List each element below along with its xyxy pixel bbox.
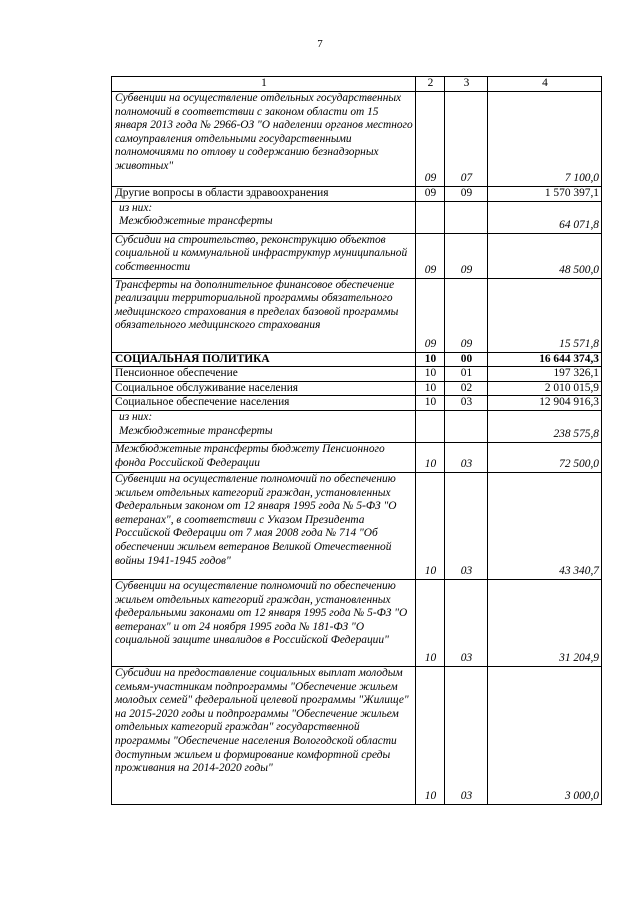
row-section: 10 bbox=[416, 352, 445, 367]
table-row bbox=[112, 472, 602, 579]
row-section: 09 bbox=[416, 92, 445, 187]
table-row bbox=[112, 367, 602, 382]
row-amount: 1 570 397,1 bbox=[488, 187, 602, 202]
header-col-4: 4 bbox=[488, 77, 602, 92]
row-amount: 72 500,0 bbox=[488, 442, 602, 472]
table-row bbox=[112, 666, 602, 804]
row-subsection: 03 bbox=[445, 396, 488, 411]
row-subsection: 09 bbox=[445, 187, 488, 202]
row-name: Субвенции на осуществление отдельных государственных полномочий в соответствии с законом области от 15 января 2013 года № 2966-ОЗ "О наделении органов местного самоуправления отдельными государственными полномочиями по отлову и содержанию безнадзорных животных" bbox=[112, 92, 416, 187]
row-section: 10 bbox=[416, 666, 445, 804]
table-row bbox=[112, 187, 602, 202]
table-row bbox=[112, 396, 602, 411]
table-row bbox=[112, 201, 602, 233]
row-amount: 64 071,8 bbox=[488, 201, 602, 233]
row-subname: Межбюджетные трансферты bbox=[119, 424, 273, 437]
row-section: 09 bbox=[416, 187, 445, 202]
row-amount: 2 010 015,9 bbox=[488, 381, 602, 396]
row-amount: 43 340,7 bbox=[488, 472, 602, 579]
row-name bbox=[112, 410, 416, 442]
header-col-2: 2 bbox=[416, 77, 445, 92]
row-section: 09 bbox=[416, 278, 445, 352]
row-name: СОЦИАЛЬНАЯ ПОЛИТИКА bbox=[112, 352, 416, 367]
row-section: 10 bbox=[416, 396, 445, 411]
row-subsection: 07 bbox=[445, 92, 488, 187]
row-amount: 48 500,0 bbox=[488, 233, 602, 278]
row-name: Субвенции на осуществление полномочий по обеспечению жильем отдельных категорий граждан, установленных федеральными законами от 12 января 1995 года № 5-ФЗ "О ветеранах" и от 24 ноября 1995 года № 181-ФЗ "О социальной защите инвалидов в Российской Федерации" bbox=[112, 579, 416, 666]
row-name: Трансферты на дополнительное финансовое обеспечение реализации территориальной программы обязательного медицинского страхования в пределах базовой программы обязательного медицинского страхования bbox=[112, 278, 416, 352]
row-amount: 12 904 916,3 bbox=[488, 396, 602, 411]
row-sublabel: из них: bbox=[119, 201, 153, 214]
header-col-1: 1 bbox=[112, 77, 416, 92]
table-row bbox=[112, 579, 602, 666]
row-subsection bbox=[445, 201, 488, 233]
row-section bbox=[416, 201, 445, 233]
row-section bbox=[416, 410, 445, 442]
row-subsection: 03 bbox=[445, 666, 488, 804]
row-name: Другие вопросы в области здравоохранения bbox=[112, 187, 416, 202]
header-col-3: 3 bbox=[445, 77, 488, 92]
table-row bbox=[112, 352, 602, 367]
row-subsection: 00 bbox=[445, 352, 488, 367]
row-name: Социальное обеспечение населения bbox=[112, 396, 416, 411]
row-amount: 3 000,0 bbox=[488, 666, 602, 804]
row-section: 09 bbox=[416, 233, 445, 278]
row-subsection bbox=[445, 410, 488, 442]
row-name: Межбюджетные трансферты бюджету Пенсионного фонда Российской Федерации bbox=[112, 442, 416, 472]
row-subsection: 03 bbox=[445, 472, 488, 579]
row-section: 10 bbox=[416, 381, 445, 396]
row-section: 10 bbox=[416, 472, 445, 579]
header-row bbox=[112, 77, 602, 92]
row-subsection: 09 bbox=[445, 278, 488, 352]
row-name: Субсидии на предоставление социальных выплат молодым семьям-участникам подпрограммы "Обеспечение жильем молодых семей" федеральной целевой программы "Жилище" на 2015-2020 годы и подпрограммы "Обеспечение жильем отдельных категорий граждан" государственной программы "Обеспечение населения Вологодской области доступным жильем и формирование комфортной среды проживания на 2014-2020 годы" bbox=[112, 666, 416, 804]
table-row bbox=[112, 410, 602, 442]
row-amount: 197 326,1 bbox=[488, 367, 602, 382]
row-subsection: 01 bbox=[445, 367, 488, 382]
table-row bbox=[112, 92, 602, 187]
row-name: Субсидии на строительство, реконструкцию объектов социальной и коммунальной инфраструктур муниципальной собственности bbox=[112, 233, 416, 278]
budget-table bbox=[111, 76, 602, 805]
row-subname: Межбюджетные трансферты bbox=[119, 215, 273, 228]
row-amount: 31 204,9 bbox=[488, 579, 602, 666]
table-row bbox=[112, 233, 602, 278]
row-subsection: 03 bbox=[445, 442, 488, 472]
row-section: 10 bbox=[416, 442, 445, 472]
row-name: Субвенции на осуществление полномочий по обеспечению жильем отдельных категорий граждан, установленных Федеральным законом от 12 января 1995 года № 5-ФЗ "О ветеранах", в соответствии с Указом Президента Российской Федерации от 7 мая 2008 года № 714 "Об обеспечении жильем ветеранов Великой Отечественной войны 1941-1945 годов" bbox=[112, 472, 416, 579]
row-section: 10 bbox=[416, 579, 445, 666]
table-row bbox=[112, 381, 602, 396]
table-row bbox=[112, 278, 602, 352]
page-number: 7 bbox=[317, 38, 323, 50]
row-sublabel: из них: bbox=[119, 410, 153, 423]
row-name bbox=[112, 201, 416, 233]
table-row bbox=[112, 442, 602, 472]
row-amount: 7 100,0 bbox=[488, 92, 602, 187]
row-amount: 15 571,8 bbox=[488, 278, 602, 352]
row-subsection: 09 bbox=[445, 233, 488, 278]
row-name: Социальное обслуживание населения bbox=[112, 381, 416, 396]
row-section: 10 bbox=[416, 367, 445, 382]
row-subsection: 03 bbox=[445, 579, 488, 666]
row-subsection: 02 bbox=[445, 381, 488, 396]
row-amount: 238 575,8 bbox=[488, 410, 602, 442]
row-amount: 16 644 374,3 bbox=[488, 352, 602, 367]
row-name: Пенсионное обеспечение bbox=[112, 367, 416, 382]
